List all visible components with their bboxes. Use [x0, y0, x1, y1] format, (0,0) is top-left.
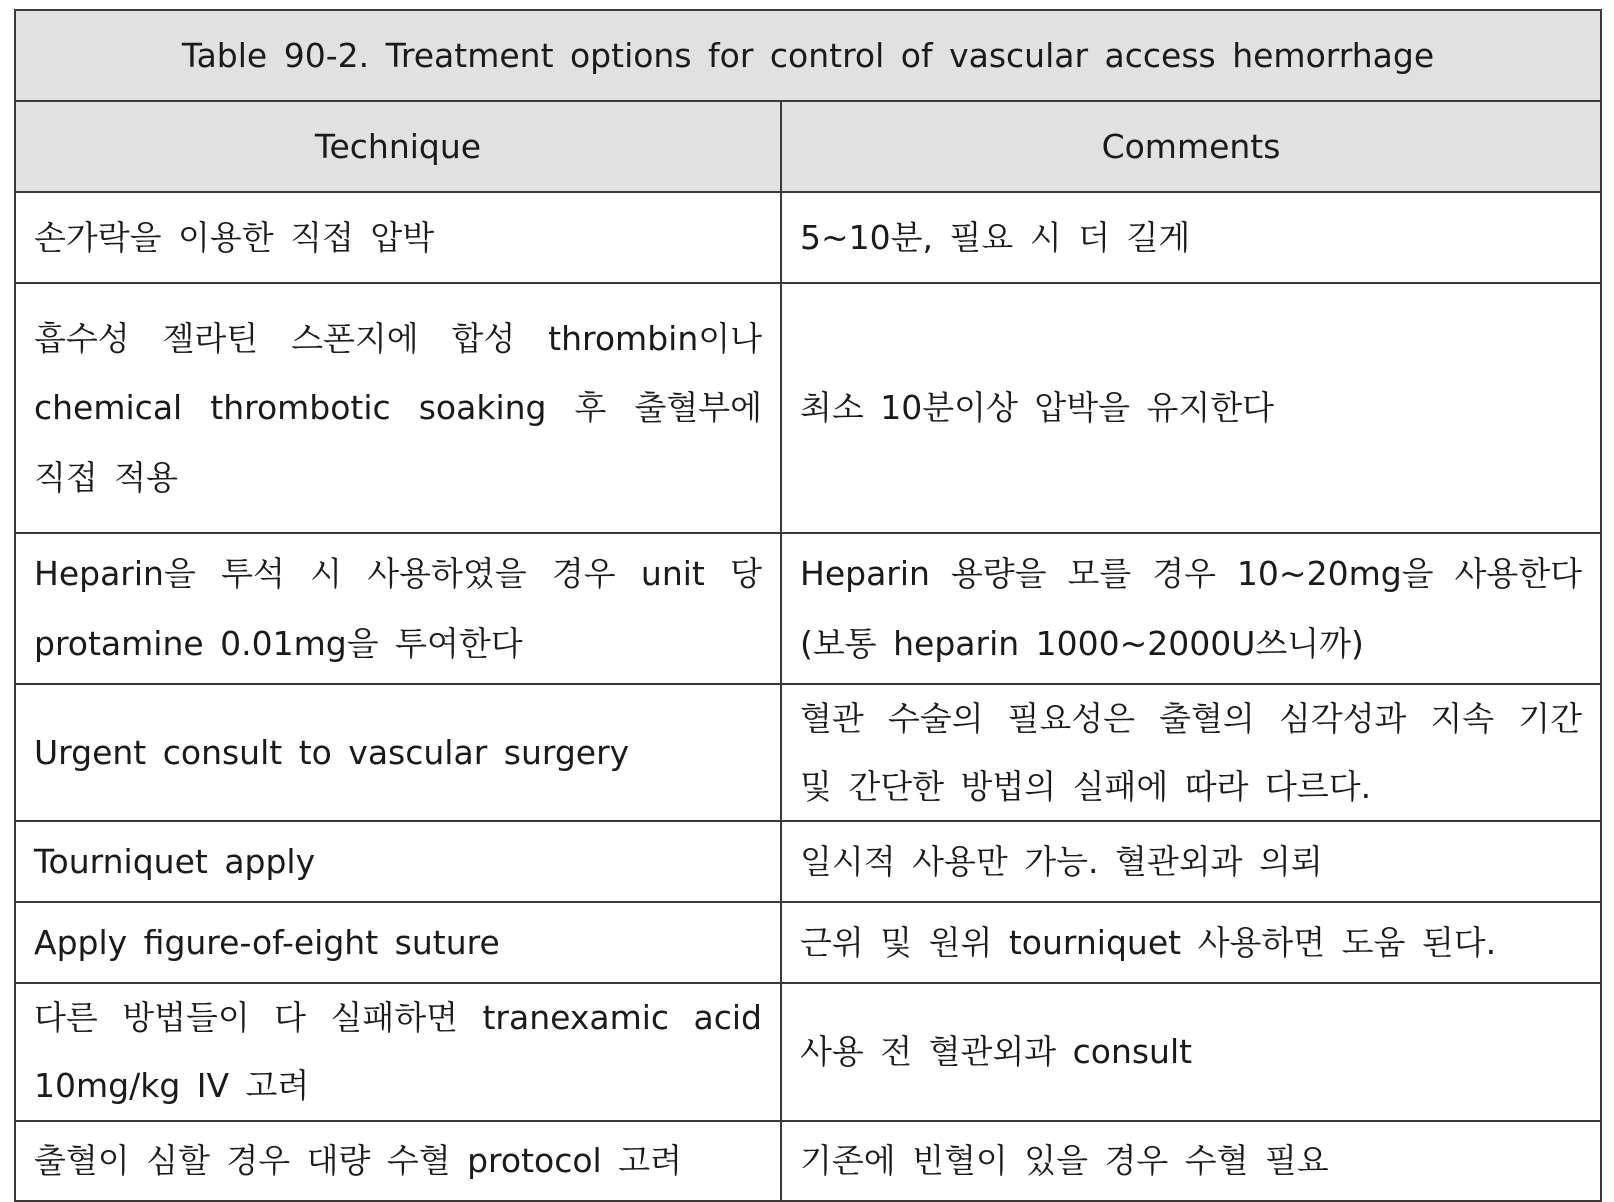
table-row [15, 684, 1601, 821]
treatment-options-table [14, 9, 1602, 1202]
technique-cell: Heparin을 투석 시 사용하였을 경우 unit 당 protamine 0.01mg을 투여한다 [15, 533, 781, 684]
technique-cell: 출혈이 심할 경우 대량 수혈 protocol 고려 [15, 1121, 781, 1201]
comments-cell: 최소 10분이상 압박을 유지한다 [781, 283, 1601, 533]
technique-cell: Urgent consult to vascular surgery [15, 684, 781, 821]
table-caption: Table 90-2. Treatment options for control of vascular access hemorrhage [15, 10, 1601, 101]
table-row [15, 983, 1601, 1120]
table-row [15, 1121, 1601, 1201]
table-row [15, 283, 1601, 533]
technique-cell: 다른 방법들이 다 실패하면 tranexamic acid 10mg/kg IV 고려 [15, 983, 781, 1120]
table-header-row [15, 101, 1601, 192]
technique-cell: Apply figure-of-eight suture [15, 902, 781, 983]
technique-cell: Tourniquet apply [15, 821, 781, 902]
table-row [15, 192, 1601, 283]
technique-cell: 손가락을 이용한 직접 압박 [15, 192, 781, 283]
comments-cell: 근위 및 원위 tourniquet 사용하면 도움 된다. [781, 902, 1601, 983]
table-caption-row [15, 10, 1601, 101]
table-row [15, 533, 1601, 684]
column-header-technique: Technique [15, 101, 781, 192]
technique-cell: 흡수성 젤라틴 스폰지에 합성 thrombin이나 chemical thrombotic soaking 후 출혈부에 직접 적용 [15, 283, 781, 533]
comments-cell: 사용 전 혈관외과 consult [781, 983, 1601, 1120]
table-row [15, 821, 1601, 902]
comments-cell: 5~10분, 필요 시 더 길게 [781, 192, 1601, 283]
comments-cell: 혈관 수술의 필요성은 출혈의 심각성과 지속 기간 및 간단한 방법의 실패에 따라 다르다. [781, 684, 1601, 821]
comments-cell: 일시적 사용만 가능. 혈관외과 의뢰 [781, 821, 1601, 902]
column-header-comments: Comments [781, 101, 1601, 192]
comments-cell: 기존에 빈혈이 있을 경우 수혈 필요 [781, 1121, 1601, 1201]
comments-cell: Heparin 용량을 모를 경우 10~20mg을 사용한다(보통 heparin 1000~2000U쓰니까) [781, 533, 1601, 684]
table-row [15, 902, 1601, 983]
